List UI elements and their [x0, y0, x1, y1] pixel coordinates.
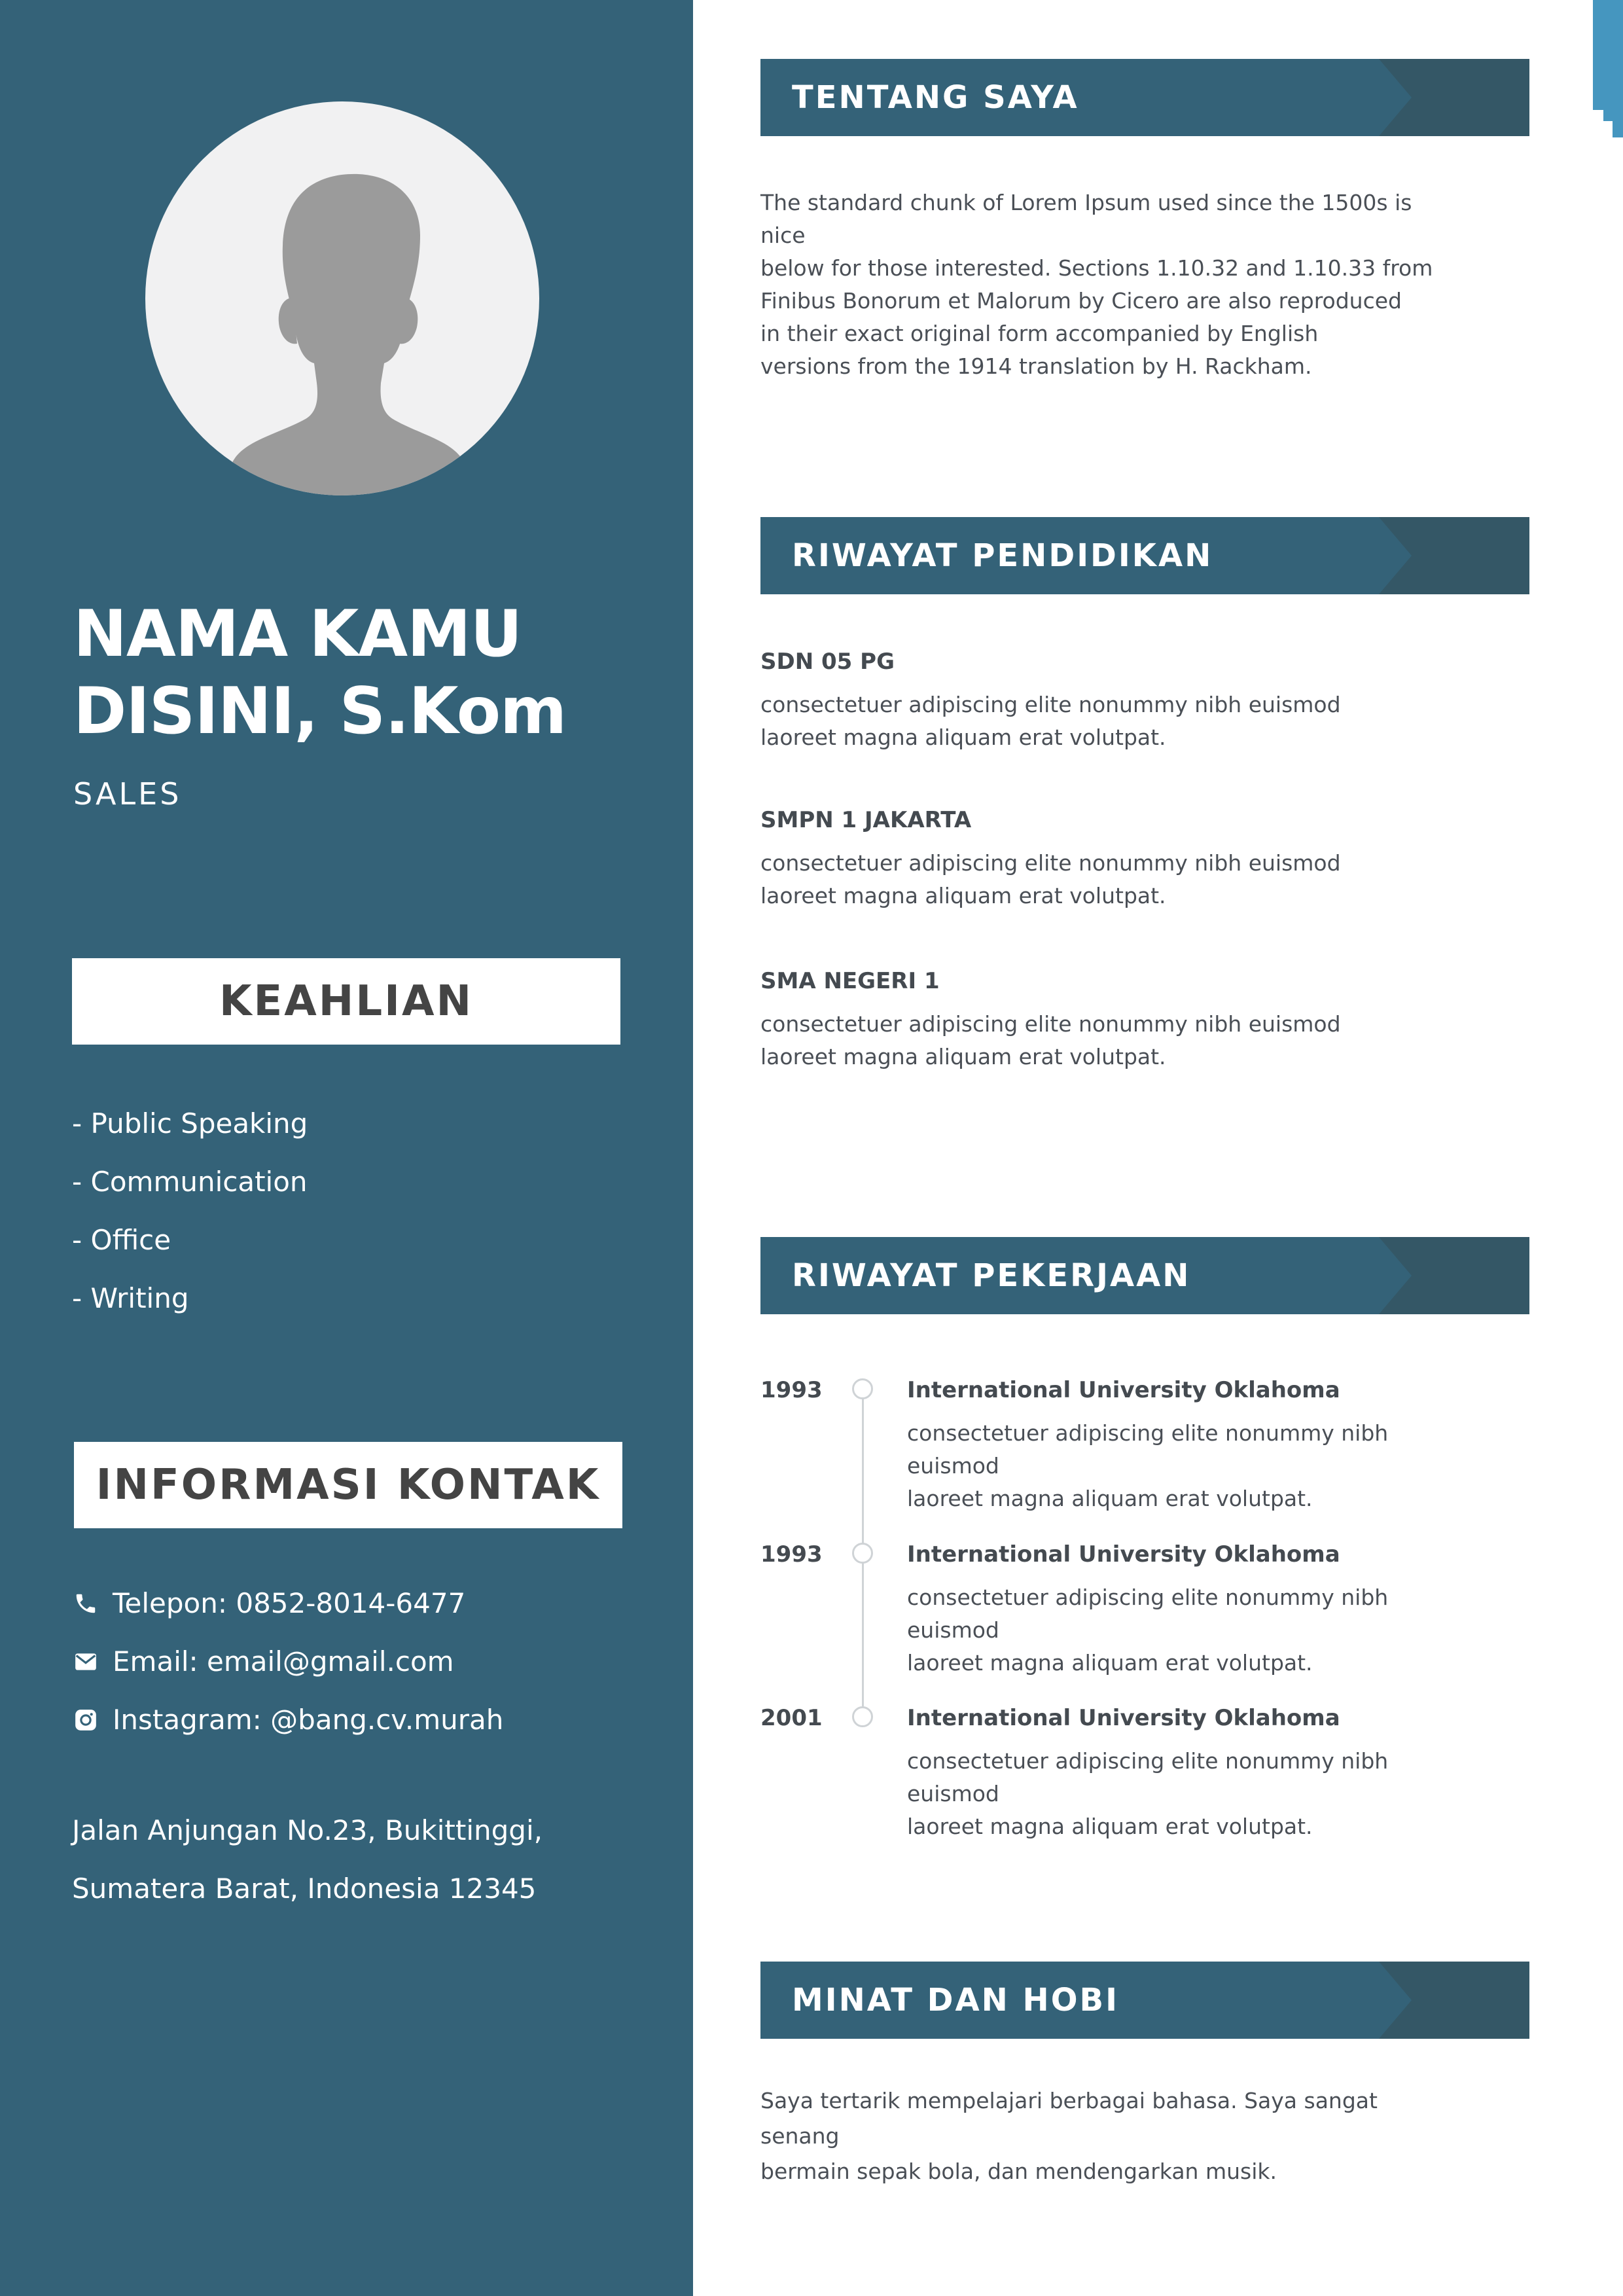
work-desc — [907, 1417, 1483, 1515]
work-org: International University Oklahoma — [907, 1377, 1340, 1403]
work-org: International University Oklahoma — [907, 1705, 1340, 1731]
profile-role: SALES — [73, 776, 182, 812]
timeline-dot — [852, 1706, 873, 1727]
work-desc-line: laoreet magna aliquam erat volutpat. — [907, 1486, 1313, 1511]
hobby-text — [760, 2083, 1448, 2189]
education-desc-line: laoreet magna aliquam erat volutpat. — [760, 883, 1166, 908]
header-arrow-decoration — [1379, 1237, 1529, 1314]
about-line: Finibus Bonorum et Malorum by Cicero are also reproduced — [760, 288, 1402, 314]
education-desc — [760, 847, 1349, 912]
contact-email-text: Email: email@gmail.com — [113, 1645, 454, 1677]
contact-list — [73, 1574, 503, 1749]
phone-icon — [73, 1591, 98, 1616]
about-line: below for those interested. Sections 1.10.32 and 1.10.33 from — [760, 255, 1433, 281]
education-desc-line: consectetuer adipiscing elite nonummy nibh euismod — [760, 1011, 1341, 1037]
work-section-header — [760, 1237, 1529, 1314]
education-title: RIWAYAT PENDIDIKAN — [792, 537, 1213, 574]
person-silhouette-icon — [145, 101, 539, 495]
header-arrow-decoration — [1379, 59, 1529, 136]
work-desc-line: laoreet magna aliquam erat volutpat. — [907, 1650, 1313, 1676]
work-desc-line: consectetuer adipiscing elite nonummy nibh euismod — [907, 1420, 1389, 1479]
profile-name — [73, 596, 662, 750]
education-school: SDN 05 PG — [760, 649, 895, 675]
hobby-line: Saya tertarik mempelajari berbagai bahasa. Saya sangat senang — [760, 2088, 1378, 2149]
contact-email — [73, 1632, 503, 1691]
avatar — [145, 101, 539, 495]
work-year: 1993 — [760, 1541, 823, 1568]
contact-phone-text: Telepon: 0852-8014-6477 — [113, 1587, 466, 1619]
timeline-dot — [852, 1378, 873, 1399]
address-line2: Sumatera Barat, Indonesia 12345 — [72, 1873, 537, 1905]
skills-heading: KEAHLIAN — [72, 958, 620, 1045]
about-line: versions from the 1914 translation by H. Rackham. — [760, 353, 1312, 379]
skill-item: - Writing — [72, 1282, 189, 1314]
contact-phone — [73, 1574, 503, 1632]
profile-name-line2: DISINI, S.Kom — [73, 674, 567, 749]
education-item — [760, 804, 1415, 912]
work-desc — [907, 1745, 1483, 1843]
skill-item: - Public Speaking — [72, 1107, 308, 1139]
work-desc-line: laoreet magna aliquam erat volutpat. — [907, 1814, 1313, 1839]
about-line: in their exact original form accompanied by English — [760, 321, 1319, 346]
contact-instagram-text: Instagram: @bang.cv.murah — [113, 1704, 504, 1736]
about-title: TENTANG SAYA — [792, 79, 1079, 116]
address-line1: Jalan Anjungan No.23, Bukittinggi, — [72, 1814, 543, 1846]
header-arrow-decoration — [1379, 517, 1529, 594]
contact-heading: INFORMASI KONTAK — [74, 1442, 622, 1528]
email-icon — [73, 1649, 98, 1674]
work-item — [760, 1538, 1513, 1682]
contact-instagram — [73, 1691, 503, 1749]
work-desc-line: consectetuer adipiscing elite nonummy nibh euismod — [907, 1585, 1389, 1643]
work-org: International University Oklahoma — [907, 1541, 1340, 1568]
education-section-header — [760, 517, 1529, 594]
work-desc-line: consectetuer adipiscing elite nonummy nibh euismod — [907, 1748, 1389, 1806]
address — [72, 1801, 543, 1918]
work-item — [760, 1702, 1513, 1846]
work-item — [760, 1374, 1513, 1518]
work-title: RIWAYAT PEKERJAAN — [792, 1257, 1191, 1294]
education-desc — [760, 1008, 1349, 1073]
instagram-icon — [73, 1708, 98, 1732]
education-desc-line: laoreet magna aliquam erat volutpat. — [760, 725, 1166, 750]
profile-name-line1: NAMA KAMU — [73, 597, 522, 672]
skill-item: - Office — [72, 1224, 171, 1256]
education-school: SMPN 1 JAKARTA — [760, 807, 972, 833]
sidebar — [0, 0, 693, 2296]
education-school: SMA NEGERI 1 — [760, 968, 940, 994]
education-item — [760, 965, 1415, 1073]
skill-item: - Communication — [72, 1166, 308, 1198]
education-desc — [760, 689, 1349, 754]
hobby-title: MINAT DAN HOBI — [792, 1982, 1119, 2018]
work-year: 1993 — [760, 1377, 823, 1403]
education-desc-line: consectetuer adipiscing elite nonummy nibh euismod — [760, 850, 1341, 876]
work-desc — [907, 1581, 1483, 1679]
hobby-line: bermain sepak bola, dan mendengarkan musik. — [760, 2159, 1277, 2184]
about-text — [760, 187, 1448, 383]
education-desc-line: laoreet magna aliquam erat volutpat. — [760, 1044, 1166, 1069]
header-arrow-decoration — [1379, 1962, 1529, 2039]
hobby-section-header — [760, 1962, 1529, 2039]
education-desc-line: consectetuer adipiscing elite nonummy nibh euismod — [760, 692, 1341, 717]
about-section-header — [760, 59, 1529, 136]
education-item — [760, 645, 1415, 754]
about-line: The standard chunk of Lorem Ipsum used since the 1500s is nice — [760, 190, 1412, 248]
corner-decoration — [1584, 0, 1623, 137]
work-year: 2001 — [760, 1705, 823, 1731]
skills-list — [72, 1094, 308, 1327]
timeline-dot — [852, 1543, 873, 1564]
